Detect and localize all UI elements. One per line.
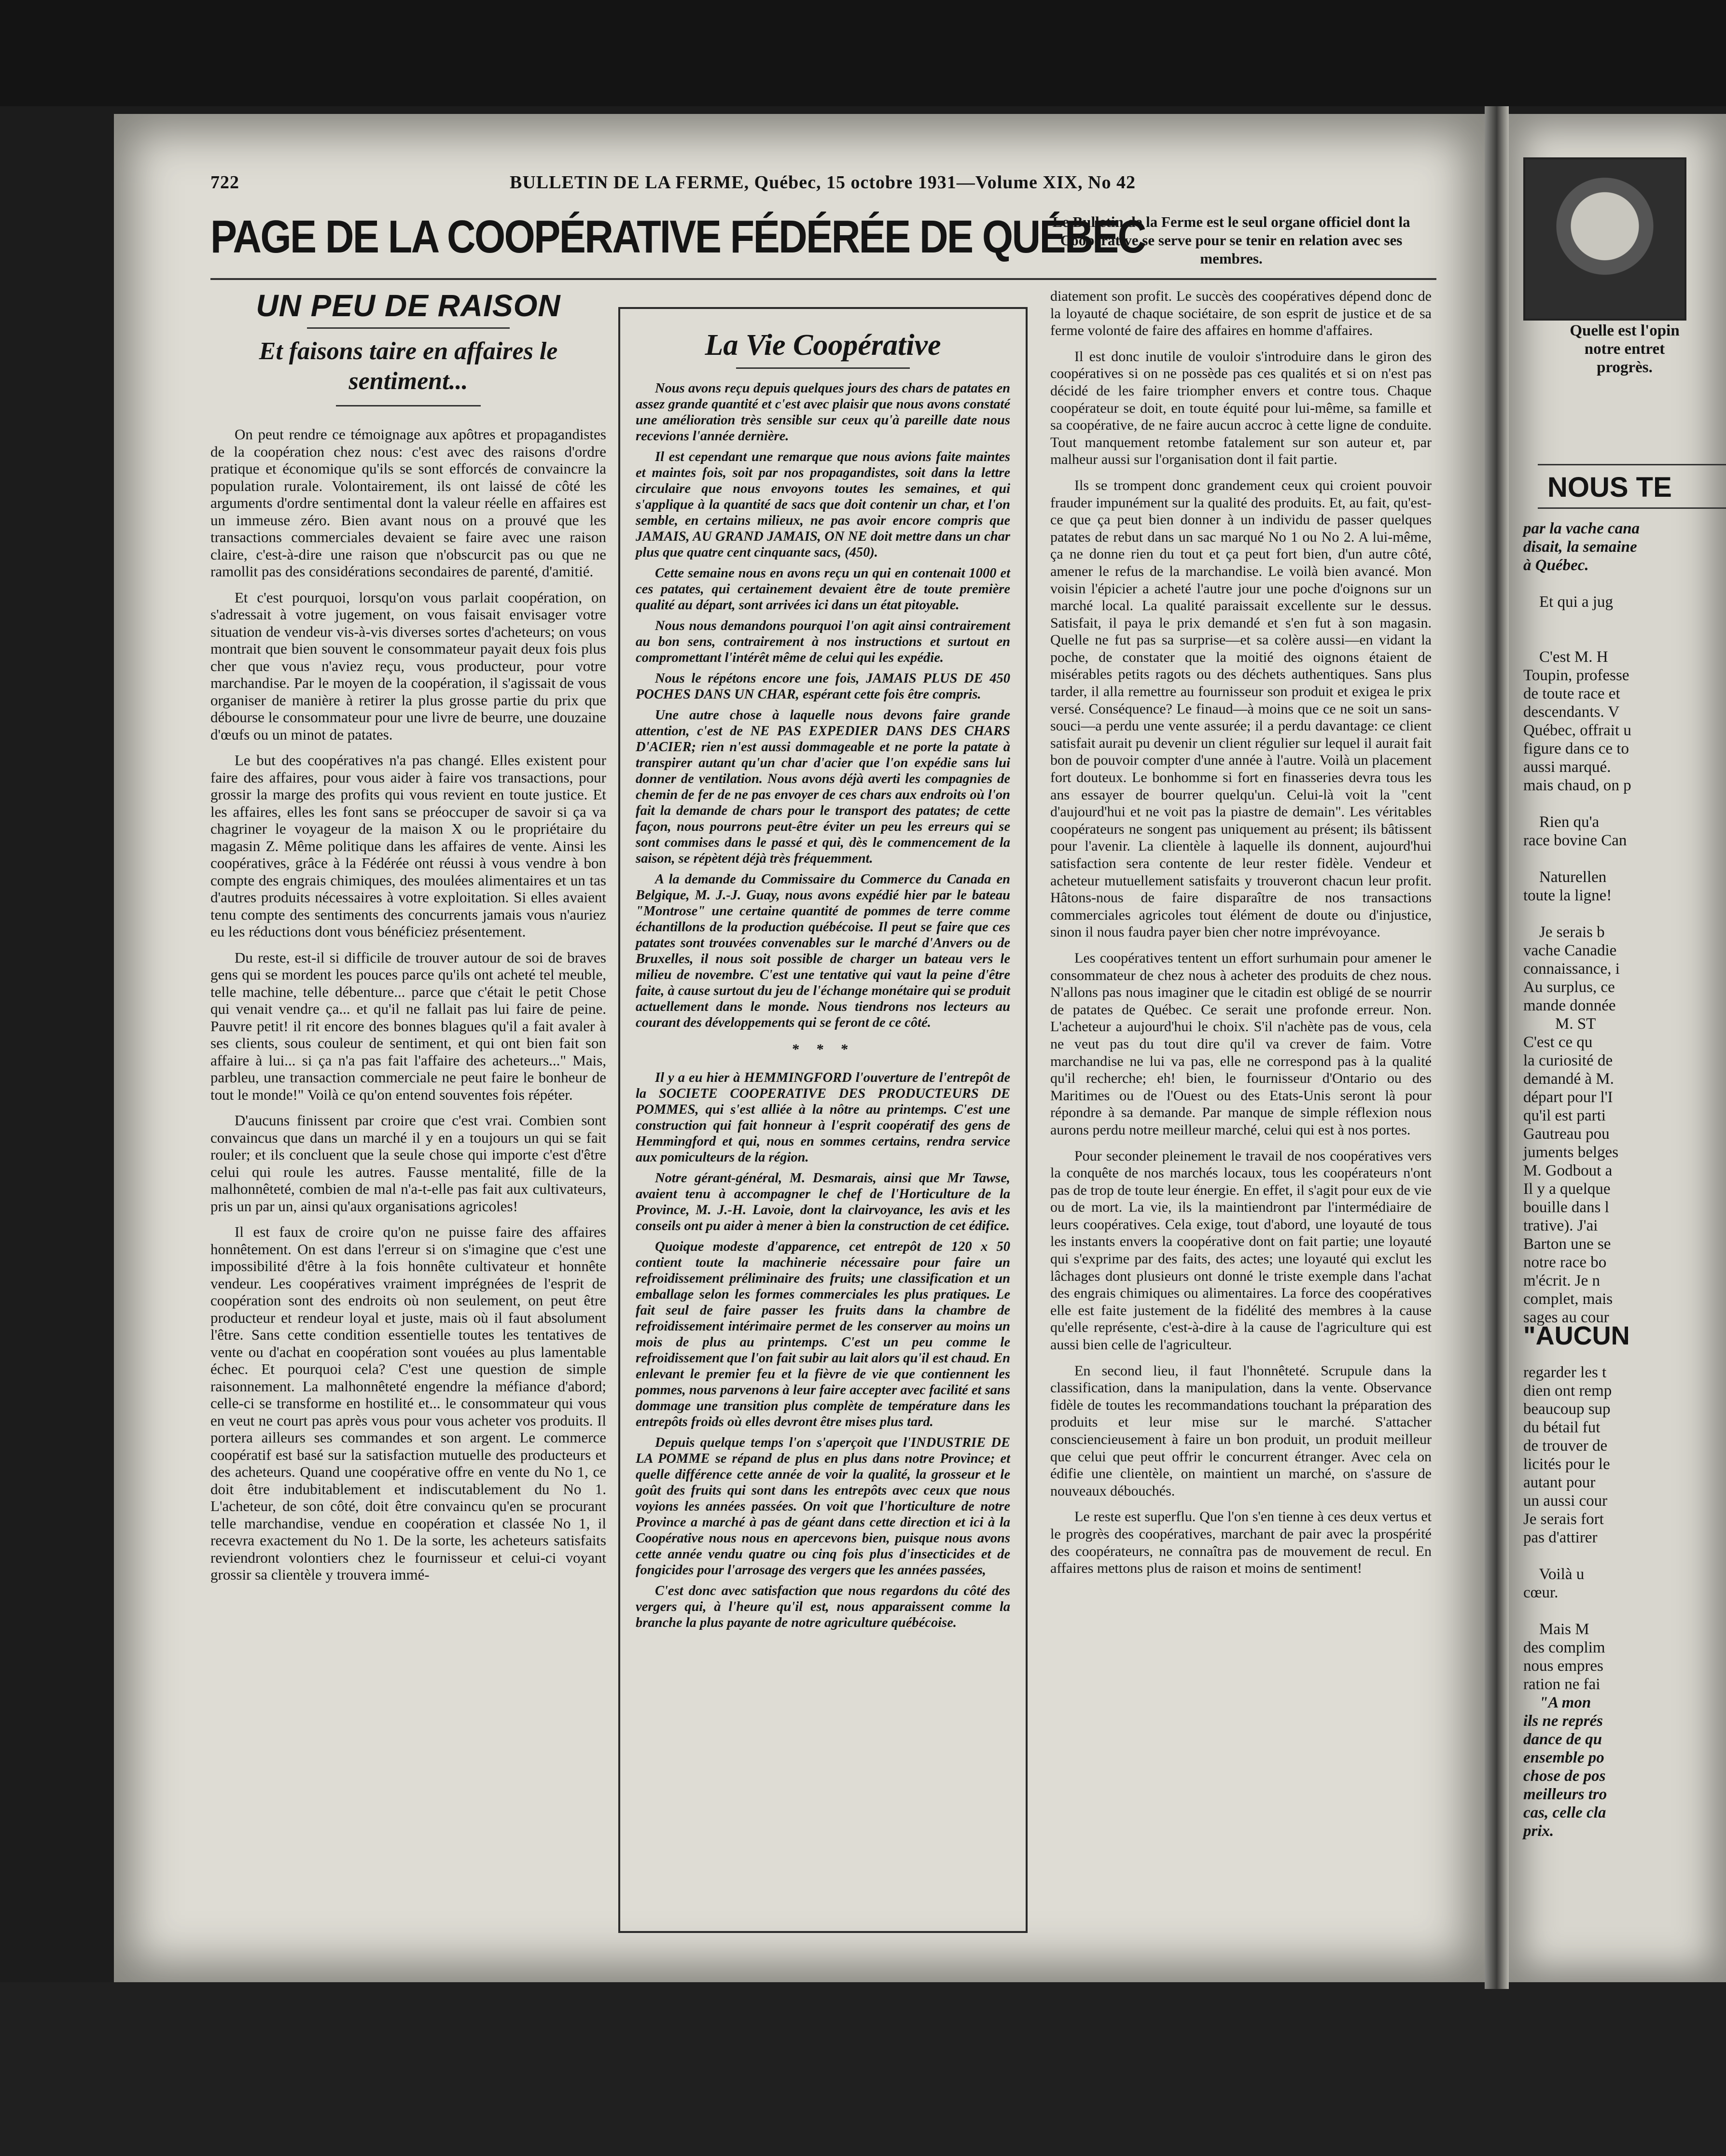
facing-page-line: Je serais b xyxy=(1523,924,1605,941)
facing-page-line: mande donnée xyxy=(1523,997,1616,1014)
heading-rule xyxy=(1538,507,1726,509)
facing-page-line: cas, celle cla xyxy=(1523,1804,1606,1821)
facing-page-fragment xyxy=(1509,114,1726,1982)
box-paragraph: Il y a eu hier à HEMMINGFORD l'ouverture de l'entrepôt de la SOCIETE COOPERATIVE DES PRODUCTEURS DE POMMES, qui s'est alliée à la nôtre au printemps. C'est une construction qui fait honneur à l'esprit coopératif des gens de Hemmingford et qui, nous en sommes certains, rendra service aux pomiculteurs de la région. xyxy=(636,1070,1010,1165)
facing-page-line: dance de qu xyxy=(1523,1731,1602,1748)
facing-page-line: race bovine Can xyxy=(1523,832,1627,849)
page-title: PAGE DE LA COOPÉRATIVE FÉDÉRÉE DE QUÉBEC xyxy=(210,211,1145,263)
article-paragraph: Les coopératives tentent un effort surhumain pour amener le consommateur de chez nous à acheter des produits de chez nous. N'allons pas nous imaginer que le citadin est obligé de se nourrir de patates de Québec. Ce serait une profonde erreur. Non. L'acheteur a aujourd'hui le choix. S'il n'achète pas de vous, cela ne veut pas du tout dire qu'il va crever de faim. Votre marchandise ne lui va pas, elle ne correspond pas à la qualité qu'il recherche; eh! bien, le fournisseur d'Ontario ou des Maritimes ou de l'Ouest ou des Etats-Unis seront là pour répondre à sa demande. Par manque de simple réflexion nous aurons perdu notre meilleur marché, celui qui est à nos portes. xyxy=(1050,950,1432,1138)
facing-page-line xyxy=(1523,630,1726,648)
portrait-photo xyxy=(1523,157,1686,321)
page-number: 722 xyxy=(210,172,239,193)
article-headline: UN PEU DE RAISON xyxy=(256,288,561,323)
facing-page-line: juments belges xyxy=(1523,1144,1619,1161)
facing-page-line: Québec, offrait u xyxy=(1523,722,1631,739)
facing-page-line: Gautreau pou xyxy=(1523,1125,1610,1143)
caption-line: notre entret xyxy=(1584,340,1665,358)
facing-page-line: un aussi cour xyxy=(1523,1492,1608,1510)
headline-rule xyxy=(307,327,510,329)
facing-page-line: dien ont remp xyxy=(1523,1382,1612,1400)
facing-page-line: regarder les t xyxy=(1523,1364,1607,1381)
article-paragraph: Le reste est superflu. Que l'on s'en tienne à ces deux vertus et le progrès des coopératives, marchant de pair avec la prospérité des coopérateurs, ne connaîtra pas de mouvement de recul. En affaires mettons plus de raison et moins de sentiment! xyxy=(1050,1509,1432,1577)
facing-page-line: à Québec. xyxy=(1523,557,1589,574)
facing-page-line: disait, la semaine xyxy=(1523,538,1637,556)
box-paragraph: Quoique modeste d'apparence, cet entrepôt de 120 x 50 contient toute la machinerie nécessaire pour faire un refroidissement préliminaire des fruits; une classification et un emballage selon les formes commerciales les plus pratiques. Le fait seul de faire passer les fruits dans la chambre de refroidissement intérimaire permet de les conserver au moins un mois de plus au printemps. C'est un peu comme le refroidissement que l'on fait subir au lait alors qu'il est chaud. En enlevant le premier feu et la fièvre de vie que contiennent les pommes, nous parvenons à leur faire accepter avec facilité et sans dommage une transition plus complète de température dans les entrepôts froids où elles devront être mises plus tard. xyxy=(636,1239,1010,1429)
facing-page-line: de toute race et xyxy=(1523,685,1620,702)
facing-page-line: connaissance, i xyxy=(1523,960,1620,978)
facing-page-line: Au surplus, ce xyxy=(1523,979,1615,996)
facing-page-line: par la vache cana xyxy=(1523,520,1640,537)
running-head xyxy=(210,172,1272,201)
facing-page-line xyxy=(1523,905,1726,923)
facing-page-line: nous empres xyxy=(1523,1657,1603,1675)
article-paragraph: En second lieu, il faut l'honnêteté. Scrupule dans la classification, dans la manipulation, dans la vente. Observance fidèle de toutes les recommandations touchant la préparation des produits et leur mise sur le marché. S'attacher consciencieusement à faire un bon produit, un produit meilleur que celui que peut offrir le concurrent étranger. Avec cela on édifie une clientèle, on maintient un marché, on s'assure de nouveaux débouchés. xyxy=(1050,1362,1432,1499)
article-body xyxy=(210,426,606,1583)
article-paragraph: Et c'est pourquoi, lorsqu'on vous parlait coopération, on s'adressait à votre jugement, on vous faisait envisager votre situation de vendeur vis-à-vis diverses sortes d'acheteurs; on vous montrait que bien souvent le consommateur payait deux fois plus cher que vous n'aviez reçu, vous producteur, pour votre marchandise. Par le moyen de la coopération, il s'agissait de vous organiser de manière à retirer la plus grosse partie du prix que débourse le consommateur pour une livre de beurre, une douzaine d'œufs ou un minot de patates. xyxy=(210,588,606,743)
facing-page-line: autant pour xyxy=(1523,1474,1596,1491)
film-border-bottom xyxy=(0,1982,1726,2156)
facing-page-line: du bétail fut xyxy=(1523,1419,1601,1436)
facing-page-line: sages au cour xyxy=(1523,1309,1609,1326)
facing-page-line: toute la ligne! xyxy=(1523,887,1612,904)
facing-page-line xyxy=(1523,574,1726,593)
box-paragraph: Cette semaine nous en avons reçu un qui en contenait 1000 et ces patates, qui certainement devaient être de toute première qualité au départ, sont arrivées ici dans un état pitoyable. xyxy=(636,566,1010,613)
caption-line: progrès. xyxy=(1597,359,1653,376)
facing-page-line: pas d'attirer xyxy=(1523,1529,1598,1546)
caption-line: Quelle est l'opin xyxy=(1570,322,1680,339)
facing-page-line: des complim xyxy=(1523,1639,1605,1656)
box-paragraph: Notre gérant-général, M. Desmarais, ainsi que Mr Tawse, avaient tenu à accompagner le chef de l'Horticulture de la Province, M. J.-H. Lavoie, dont la clairvoyance, les avis et les conseils ont pu aider à mener à bien la construction de cet édifice. xyxy=(636,1171,1010,1233)
facing-page-line: ensemble po xyxy=(1523,1749,1604,1766)
facing-page-line: prix. xyxy=(1523,1822,1554,1840)
facing-page-line: m'écrit. Je n xyxy=(1523,1272,1600,1289)
facing-page-line: cœur. xyxy=(1523,1584,1559,1601)
facing-page-line: Naturellen xyxy=(1523,868,1607,886)
section-separator: * * * xyxy=(792,1041,854,1057)
facing-page-line xyxy=(1523,611,1726,630)
facing-page-line: C'est ce qu xyxy=(1523,1034,1593,1051)
facing-page-line: Mais M xyxy=(1523,1621,1589,1638)
facing-page-line: figure dans ce to xyxy=(1523,740,1629,757)
facing-page-line: qu'il est parti xyxy=(1523,1107,1606,1124)
box-title-rule xyxy=(736,367,910,369)
facing-page-line: M. Godbout a xyxy=(1523,1162,1613,1179)
facing-page-line: notre race bo xyxy=(1523,1254,1607,1271)
facing-page-line xyxy=(1523,1602,1726,1620)
article-paragraph: Ils se trompent donc grandement ceux qui croient pouvoir frauder impunément sur la qualité des produits. Et, au fait, qu'est-ce que ça peut bien donner à un individu de passer quelques patates de rebut dans un sac marqué No 1 ou No 2. A lui-même, ça ne donne rien du tout et ça peut fort bien, d'un autre côté, amener le refus de la marchandise. Le voilà bien avancé. Mon voisin l'épicier a acheté l'autre jour une poche d'oignons sur un marché local. La qualité paraissait excellente sur le dessus. Satisfait, il paya le prix demandé et s'en fut à son magasin. Quelle ne fut pas sa surprise—et sa colère aussi—en vidant la poche, de constater que la moitié des oignons étaient de misérables petits ragots ou des déchets authentiques. Sans plus tarder, il alla remettre au fournisseur son produit et exigea le prix versé. Conséquence? Le finaud—à moins que ce ne soit un sans-souci—a perdu une vente assurée; il a perdu davantage: ce client satisfait aurait pu devenir un client régulier sur lequel il aurait fait bon de pouvoir compter d'une année à l'autre. Voilà un placement fort douteux. Le bonhomme si fort en finasseries devra tous les ans essayer de bourrer quelqu'un. Celui-là voit la "cent d'aujourd'hui et ne voit pas la piastre de demain". Les véritables coopérateurs ne songent pas uniquement au présent; ils bâtissent pour l'avenir. La clientèle à laquelle ils donnent, aujourd'hui satisfaction sera contente de leur rester fidèle. Vendeur et acheteur mutuellement satisfaits y trouveront chacun leur profit. Hâtons-nous de faire disparaître de nos transactions commerciales agricoles tout élément de doute ou d'injustice, sinon il nous faudra payer bien cher notre imprévoyance. xyxy=(1050,477,1432,940)
facing-page-line: mais chaud, on p xyxy=(1523,777,1631,794)
facing-page-line: descendants. V xyxy=(1523,703,1620,721)
facing-page-line: Rien qu'a xyxy=(1523,813,1600,831)
box-paragraph: A la demande du Commissaire du Commerce du Canada en Belgique, M. J.-J. Guay, nous avons expédié hier par le bateau "Montrose" une certaine quantité de pommes de terre comme échantillons de la production québécoise. Il peut se faire que ces patates sont trouvées convenables sur le marché d'Anvers ou de Bruxelles, il nous soit possible de charger un bateau vers le milieu de novembre. C'est une tentative qui vaut la peine d'être faite, à cause surtout du jeu de l'échange monétaire qui se produit actuellement dans le monde. Nous tiendrons nos lecteurs au courant des développements qui se feront de ce côté. xyxy=(636,872,1010,1030)
article-continuation xyxy=(1050,288,1432,1577)
article-column-3 xyxy=(1050,288,1436,1948)
photo-caption xyxy=(1523,322,1726,377)
header-rule xyxy=(210,278,1436,280)
facing-page-line: meilleurs tro xyxy=(1523,1786,1607,1803)
box-paragraph: Nous avons reçu depuis quelques jours des chars de patates en assez grande quantité et c'est avec plaisir que nous avons constaté une amélioration très sensible sur ceux qu'à pareille date nous recevions l'année dernière. xyxy=(636,381,1010,444)
article-paragraph: Le but des coopératives n'a pas changé. Elles existent pour faire des affaires, pour vous aider à faire vos transactions, pour grossir la marge des profits qui vous revient en toute justice. Et les affaires, elles les font sans se préoccuper de savoir si ça va chagriner le voyageur de la maison X ou le propriétaire du magasin Z. Même politique dans les affaires de vente. Ainsi les coopératives, grâce à la Fédérée ont réussi à vous vendre à bon compte des engrais chimiques, des moulées alimentaires et un tas d'autres produits nécessaires à votre exploitation. Si elles avaient tenu compte des sentiments des concurrents jamais vous n'auriez eu les réductions dont vous bénéficiez présentement. xyxy=(210,752,606,940)
facing-page-line: demandé à M. xyxy=(1523,1070,1614,1088)
facing-page-line: bouille dans l xyxy=(1523,1199,1609,1216)
box-paragraph: Une autre chose à laquelle nous devons faire grande attention, c'est de NE PAS EXPEDIER DANS DES CHARS D'ACIER; rien n'est aussi dommageable et ne porte la patate à transpirer autant qu'un char d'acier que l'on expédie sans lui donner de ventilation. Nous avons déjà averti les compagnies de chemin de fer de ne pas envoyer de ces chars aux endroits où l'on fait la demande de chars pour le transport des patates; de cette façon, nous pourrons peut-être éviter un peu les erreurs qui se sont commises dans le passé et qui, dès le commencement de la saison, se répètent déjà très fréquemment. xyxy=(636,708,1010,866)
article-paragraph: On peut rendre ce témoignage aux apôtres et propagandistes de la coopération chez nous: c'est avec des raisons d'ordre pratique et économique qu'ils se sont efforcés de convaincre la population rurale. Volontairement, ils ont laissé de côté les arguments d'ordre sentimental dont la valeur réelle en affaires est un immeuse zéro. Bien avant nous on a prouvé que les transactions commerciales devaient se faire avec une raison claire, c'est-à-dire une raison que n'obscurcit pas ou que ne ramollit pas des considérations secondaires de parenté, d'amitié. xyxy=(210,426,606,580)
box-paragraph: Nous le répétons encore une fois, JAMAIS PLUS DE 450 POCHES DANS UN CHAR, espérant cette fois être compris. xyxy=(636,671,1010,702)
facing-page-line: Voilà u xyxy=(1523,1566,1585,1583)
facing-page-line: vache Canadie xyxy=(1523,942,1617,959)
publication-line: BULLETIN DE LA FERME, Québec, 15 octobre 1931—Volume XIX, No 42 xyxy=(510,172,1136,193)
facing-page-line: trative). J'ai xyxy=(1523,1217,1598,1234)
box-paragraph: Depuis quelque temps l'on s'aperçoit que l'INDUSTRIE DE LA POMME se répand de plus en plus dans notre Province; et quelle différence cette année de voir la qualité, la grosseur et le goût des fruits qui sont dans les entrepôts avec ceux que nous voyions les années passées. On voit que l'horticulture de notre Province a marché à pas de géant dans cette direction et ici à la Coopérative nous nous en apercevons bien, puisque nous avons cette année vendu quatre ou cinq fois plus d'insecticides et de fongicides pour l'arrosage des vergers que les années passées, xyxy=(636,1435,1010,1578)
facing-page-line: Barton une se xyxy=(1523,1235,1611,1253)
box-paragraph: C'est donc avec satisfaction que nous regardons du côté des vergers qui, à l'heure qu'il est, nous apparaissent comme la branche la plus payante de notre agriculture québécoise. xyxy=(636,1583,1010,1630)
article-paragraph: diatement son profit. Le succès des coopératives dépend donc de la loyauté de chaque sociétaire, de son esprit de justice et de sa ferme volonté de faire des affaires en homme d'affaires. xyxy=(1050,288,1432,339)
facing-page-line: chose de pos xyxy=(1523,1767,1606,1785)
facing-page-line: C'est M. H xyxy=(1523,648,1608,666)
book-gutter xyxy=(1485,106,1509,1989)
facing-page-line: de trouver de xyxy=(1523,1437,1608,1455)
facing-page-line: Je serais fort xyxy=(1523,1511,1604,1528)
facing-page-line: licités pour le xyxy=(1523,1456,1610,1473)
article-paragraph: Il est donc inutile de vouloir s'introduire dans le giron des coopératives si on ne possède pas ces qualités et si on n'est pas décidé de les faire triompher envers et contre tous. Chaque coopérateur se doit, en toute équité pour lui-même, sa famille et sa coopérative, de ne faire aucun accroc à cette ligne de conduite. Tout manquement retombe fatalement sur son auteur et, par malheur aussi sur l'organisation dont il fait partie. xyxy=(1050,348,1432,468)
facing-page-heading: NOUS TE xyxy=(1547,472,1672,503)
facing-page-line: Et qui a jug xyxy=(1523,593,1614,611)
article-paragraph: D'aucuns finissent par croire que c'est vrai. Combien sont convaincus que dans un marché il y en a toujours un qui se fait rouler; et ils concluent que la seule chose qui importe c'est d'être celui qui roule les autres. Fausse mentalité, fille de la malhonnêteté, combien de mal n'a-t-elle pas fait aux cultivateurs, pris un par un, ainsi qu'aux organisations agricoles! xyxy=(210,1112,606,1215)
facing-page-line: la curiosité de xyxy=(1523,1052,1613,1069)
facing-page-line: ils ne représ xyxy=(1523,1712,1603,1730)
facing-page-line: "AUCUN xyxy=(1523,1321,1630,1350)
facing-page-line: M. ST xyxy=(1523,1015,1596,1033)
facing-page-line: Il y a quelque xyxy=(1523,1180,1611,1198)
subhead-rule xyxy=(336,405,481,406)
article-paragraph: Pour seconder pleinement le travail de nos coopératives vers la conquête de nos marchés locaux, tous les coopérateurs n'ont pas de trop de toute leur énergie. En effet, il s'agit pour eux de vie ou de mort. La vie, ils la maintiendront par l'intermédiaire de leurs coopératives. Cela exige, tout d'abord, une loyauté de tous les instants envers la coopérative dont on fait partie; une loyauté qui s'exprime par des faits, des actes; une loyauté qui exclut les lâchages dont plusieurs ont donné le triste exemple dans l'achat des engrais chimiques ou alimentaires. La force des coopératives elle est faite justement de la fidélité des membres à la cause qu'elle représente, c'est-à-dire à la cause de l'agriculture qui est aussi bien celle de l'agriculteur. xyxy=(1050,1148,1432,1353)
film-border-top xyxy=(0,0,1726,106)
facing-page-line xyxy=(1523,1547,1726,1565)
facing-page-line: ration ne fai xyxy=(1523,1676,1601,1693)
facing-page-line xyxy=(1523,850,1726,868)
facing-page-text xyxy=(1523,519,1726,1840)
article-subhead: Et faisons taire en affaires le sentiment... xyxy=(259,337,558,395)
heading-rule xyxy=(1538,464,1726,465)
masthead-note: Le Bulletin de la Ferme est le seul organe officiel dont la Coopérative se serve pour se tenir en relation avec ses membres. xyxy=(1052,213,1410,267)
sidebar-box xyxy=(618,307,1028,1933)
facing-page-line: Toupin, professe xyxy=(1523,667,1629,684)
facing-page-line: départ pour l'I xyxy=(1523,1089,1613,1106)
box-paragraph: Nous nous demandons pourquoi l'on agit ainsi contrairement au bon sens, contrairement à nos instructions et surtout en compromettant l'intérêt même de celui qui les expédie. xyxy=(636,618,1010,665)
facing-page-line: complet, mais xyxy=(1523,1290,1613,1308)
facing-page-line: "A mon xyxy=(1523,1694,1591,1711)
article-paragraph: Il est faux de croire qu'on ne puisse faire des affaires honnêtement. On est dans l'erreur si on s'imagine que c'est une impossibilité d'être à la fois honnête cultivateur et honnête vendeur. Les coopératives vraiment imprégnées de l'esprit de coopération sont des endroits où non seulement, on peut être producteur et rendeur loyal et juste, mais où il faut absolument l'être. Sans cette condition essentielle toutes les tentatives de vente ou d'achat en coopération sont vouées au plus lamentable échec. Et pourquoi cela? C'est une question de simple raisonnement. La malhonnêteté engendre la méfiance d'abord; celle-ci se transforme en hostilité et... le consommateur qui vous en veut ne court pas après vous pour vous acheter vos produits. Il portera ailleurs ses commandes et son argent. Le commerce coopératif est basé sur la satisfaction mutuelle des producteurs et des acheteurs. Quand une coopérative offre en vente du No 1, ce doit être indubitablement et indiscutablement du No 1. L'acheteur, de son côté, doit être convaincu qu'en se procurant telle marchandise, vendue en coopération et classée No 1, il recevra exactement du No 1. De la sorte, les acheteurs satisfaits reviendront volontiers chez le fournisseur et celui-ci voyant grossir sa clientèle y trouvera immé- xyxy=(210,1223,606,1583)
facing-page-line xyxy=(1523,795,1726,813)
facing-page-line: beaucoup sup xyxy=(1523,1400,1611,1418)
box-body xyxy=(620,380,1026,1631)
article-paragraph: Du reste, est-il si difficile de trouver autour de soi de braves gens qui se mordent les pouces parce qu'ils ont acheté tel meuble, telle machine, telle débenture... parce que c'était le petit Chose qui venait vendre ça... et qu'il ne fallait pas lui faire de peine. Pauvre petit! il rit encore des bonnes blagues qu'il a fait avaler à ses clients, sous couleur de sentiment, et qui ont bien fait son affaire à lui... si ça n'a pas fait l'affaire des acheteurs..." Mais, parbleu, une transaction commerciale ne peut faire le bonheur de tout le monde!" Voilà ce qu'on entend souventes fois répéter. xyxy=(210,949,606,1103)
newspaper-page xyxy=(114,114,1485,1982)
box-title: La Vie Coopérative xyxy=(705,329,941,362)
box-paragraph: Il est cependant une remarque que nous avions faite maintes et maintes fois, soit par nos propagandistes, soit dans la lettre circulaire que nous envoyons toutes les semaines, et qui s'applique à la quantité de sacs que doit contenir un char, et l'on semble, en certains milieux, ne pas avoir encore compris que JAMAIS, AU GRAND JAMAIS, ON NE doit mettre dans un char plus que quatre cent cinquante sacs, (450). xyxy=(636,449,1010,560)
facing-page-line: aussi marqué. xyxy=(1523,758,1611,776)
